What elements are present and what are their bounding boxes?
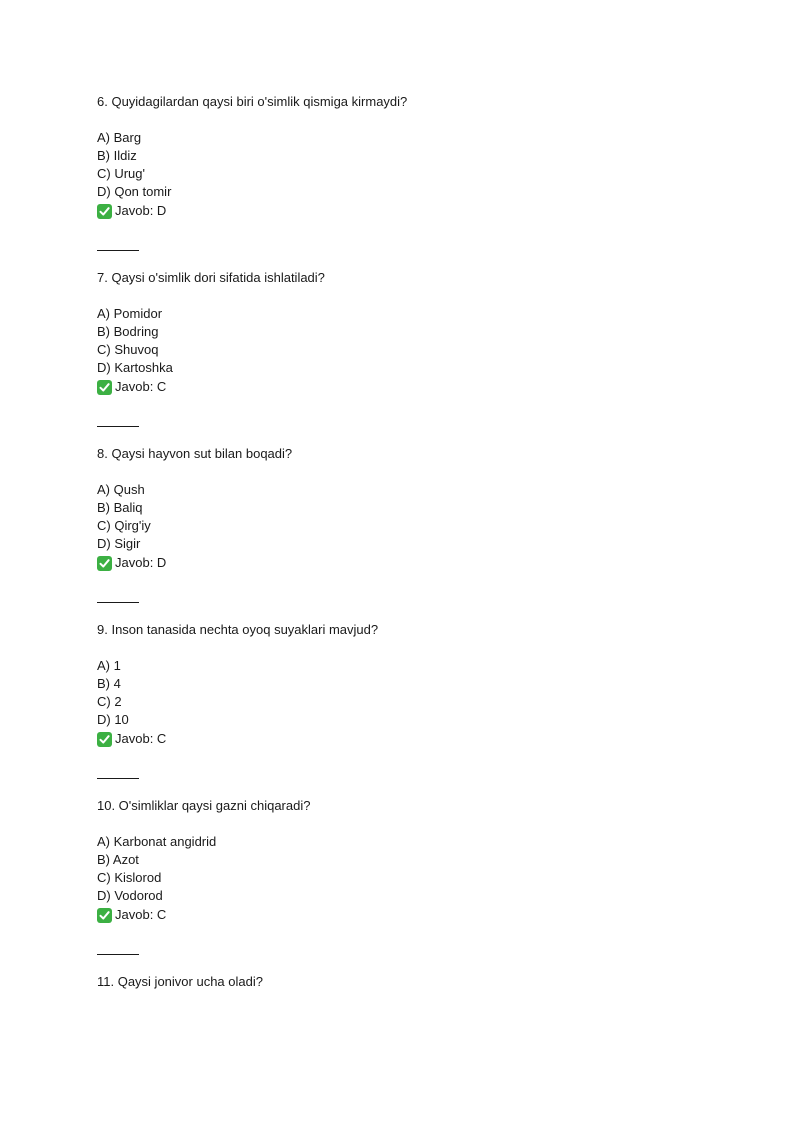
option-a: A) Qush — [97, 482, 145, 497]
option-d: D) Sigir — [97, 536, 141, 551]
question-text: 9. Inson tanasida nechta oyoq suyaklari mavjud? — [97, 622, 379, 637]
question-text: 11. Qaysi jonivor ucha oladi? — [97, 974, 263, 989]
option-a: A) Barg — [97, 130, 142, 145]
check-mark-icon — [97, 204, 112, 219]
question-text: 10. O'simliklar qaysi gazni chiqaradi? — [97, 798, 311, 813]
options-list — [97, 657, 717, 729]
question-text: 7. Qaysi o'simlik dori sifatida ishlatiladi? — [97, 270, 325, 285]
option-c: C) Kislorod — [97, 870, 162, 885]
answer-line — [97, 553, 717, 573]
option-c: C) Qirg'iy — [97, 518, 151, 533]
answer-line — [97, 729, 717, 749]
question-block — [97, 445, 717, 621]
option-b: B) 4 — [97, 676, 121, 691]
option-d: D) 10 — [97, 712, 129, 727]
options-list — [97, 305, 717, 377]
check-mark-icon — [97, 556, 112, 571]
option-a: A) Pomidor — [97, 306, 163, 321]
answer-text: Javob: C — [115, 731, 167, 746]
option-d: D) Qon tomir — [97, 184, 172, 199]
answer-text: Javob: C — [115, 907, 167, 922]
answer-text: Javob: D — [115, 203, 167, 218]
question-block — [97, 93, 717, 269]
options-list — [97, 129, 717, 201]
question-text: 8. Qaysi hayvon sut bilan boqadi? — [97, 446, 293, 461]
question-block — [97, 269, 717, 445]
option-c: C) Shuvoq — [97, 342, 159, 357]
option-d: D) Vodorod — [97, 888, 163, 903]
option-a: A) Karbonat angidrid — [97, 834, 217, 849]
check-mark-icon — [97, 732, 112, 747]
option-b: B) Azot — [97, 852, 139, 867]
question-block — [97, 973, 717, 991]
option-a: A) 1 — [97, 658, 121, 673]
answer-text: Javob: D — [115, 555, 167, 570]
options-list — [97, 833, 717, 905]
option-b: B) Bodring — [97, 324, 159, 339]
check-mark-icon — [97, 380, 112, 395]
answer-line — [97, 905, 717, 925]
document-page — [97, 93, 717, 991]
question-text: 6. Quyidagilardan qaysi biri o'simlik qismiga kirmaydi? — [97, 94, 408, 109]
answer-line — [97, 201, 717, 221]
check-mark-icon — [97, 908, 112, 923]
question-block — [97, 621, 717, 797]
answer-line — [97, 377, 717, 397]
question-block — [97, 797, 717, 973]
answer-text: Javob: C — [115, 379, 167, 394]
option-c: C) 2 — [97, 694, 122, 709]
option-b: B) Ildiz — [97, 148, 137, 163]
option-b: B) Baliq — [97, 500, 143, 515]
options-list — [97, 481, 717, 553]
option-c: C) Urug' — [97, 166, 145, 181]
option-d: D) Kartoshka — [97, 360, 173, 375]
